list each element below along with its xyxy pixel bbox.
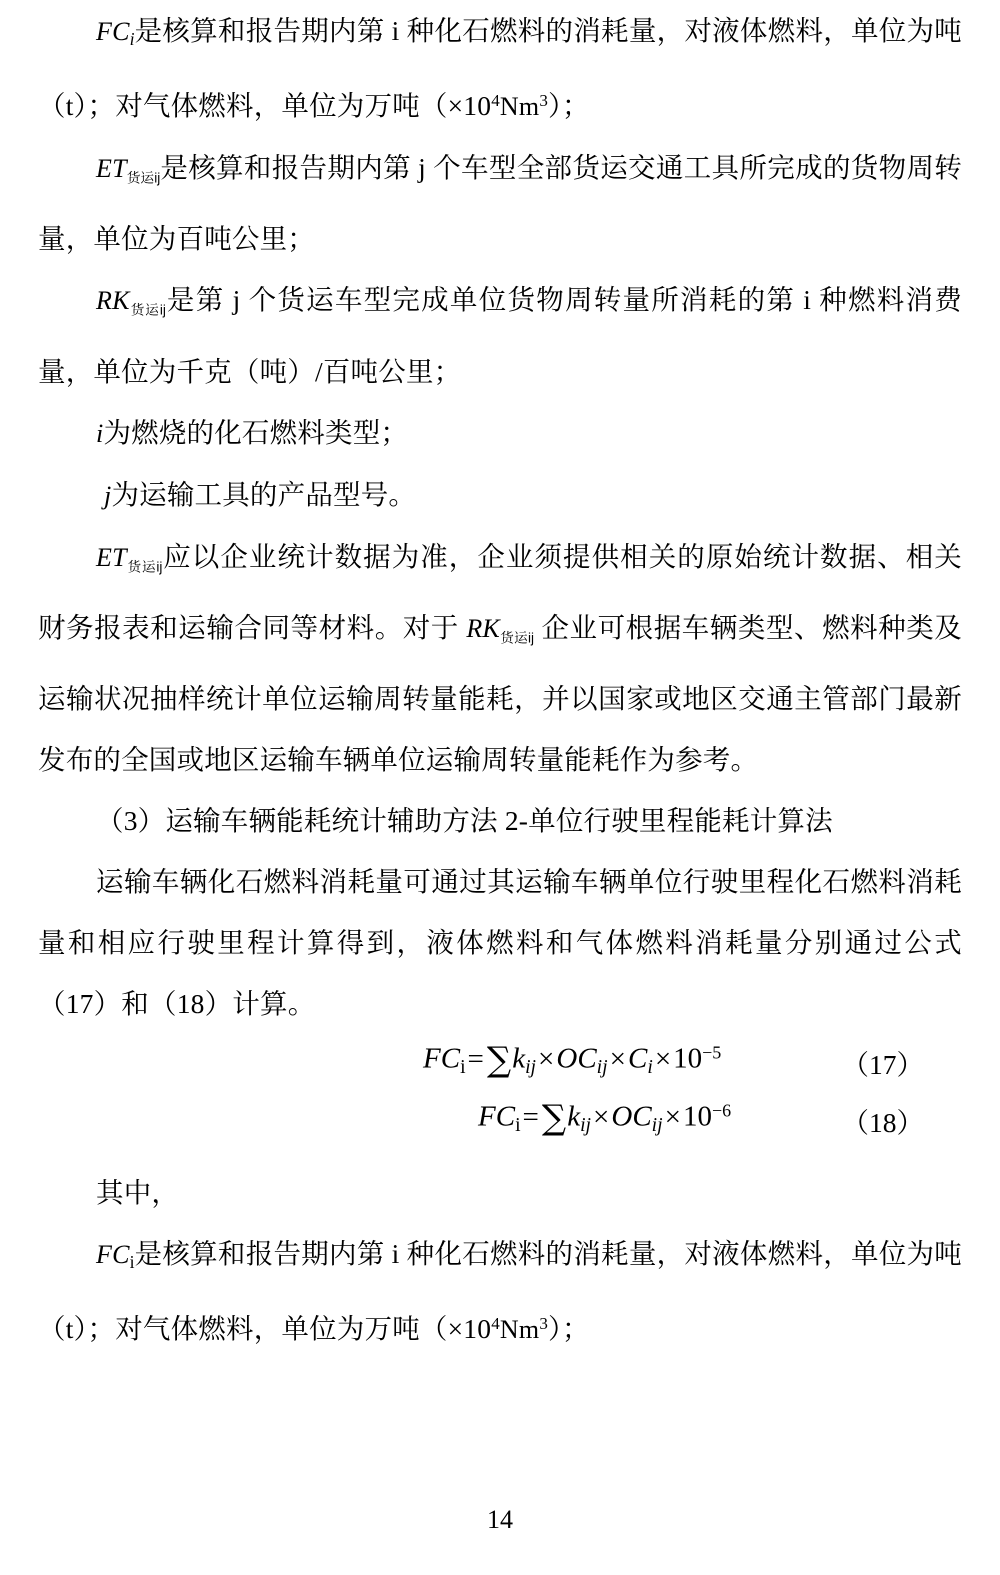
eq17-equals: = xyxy=(467,1043,484,1076)
eq18-term-2-base: OC xyxy=(611,1101,652,1134)
paragraph-4-text: 为燃烧的化石燃料类型； xyxy=(103,416,409,448)
math-symbol-fc: $FC_i$ xyxy=(96,17,135,49)
eq17-term-3-base: C xyxy=(627,1043,648,1076)
subscript-i: i xyxy=(129,1252,135,1273)
eq17-term-1-subscript: ij xyxy=(525,1056,537,1079)
subscript-huoyun-ij: 货运ij xyxy=(129,302,166,318)
eq17-term-3-subscript: i xyxy=(647,1056,653,1079)
eq17-times-3: × xyxy=(654,1043,672,1076)
eq18-lhs: FC xyxy=(478,1101,516,1134)
paragraph-et-freight-definition xyxy=(38,137,962,269)
eq17-times-1: × xyxy=(538,1043,555,1076)
eq18-term-1-base: k xyxy=(567,1101,581,1134)
equation-number-18: （18） xyxy=(841,1107,924,1139)
eq18-term-2-subscript: ij xyxy=(651,1114,663,1137)
eq17-term-2-subscript: ij xyxy=(596,1056,608,1079)
paragraph-10-text: 是核算和报告期内第 i 种化石燃料的消耗量，对液体燃料，单位为吨（t）；对气体燃料，单位为万吨（×10 xyxy=(38,1238,962,1345)
paragraph-j-definition xyxy=(38,464,962,526)
math-symbol-j: j xyxy=(104,480,112,510)
paragraph-1-text-end: ）； xyxy=(548,89,590,121)
math-symbol-i: i xyxy=(96,418,104,448)
eq18-factor-base: 10 xyxy=(682,1101,712,1134)
paragraph-5-text: 为运输工具的产品型号。 xyxy=(111,478,417,510)
superscript-3: 3 xyxy=(539,90,549,110)
eq17-factor-base: 10 xyxy=(673,1043,703,1076)
superscript-4: 4 xyxy=(491,90,500,110)
equation-row-17 xyxy=(38,1040,962,1098)
paragraph-where-label: 其中， xyxy=(96,1177,180,1209)
paragraph-fc-liquid-gas-definition xyxy=(38,0,962,137)
paragraph-fc-definition-repeat xyxy=(38,1223,962,1360)
paragraph-2-text: 是核算和报告期内第 j 个车型全部货运交通工具所完成的货物周转量，单位为百吨公里； xyxy=(38,151,962,255)
superscript-4: 4 xyxy=(491,1314,500,1334)
summation-icon: ∑ xyxy=(486,1040,512,1081)
paragraph-6-text-b: 企业可根据车辆类型、燃料种类及运输状况抽样统计单位运输周转量能耗，并以国家或地区交通主管部门最新发布的全国或地区运输车辆单位运输周转量能耗作为参考。 xyxy=(38,612,963,776)
unit-nm: Nm xyxy=(499,1315,540,1345)
equation-row-18 xyxy=(38,1098,962,1156)
eq18-lhs-subscript: i xyxy=(515,1114,521,1137)
eq17-lhs: FC xyxy=(423,1043,461,1076)
math-symbol-rk: $RK_{货运ij}$ xyxy=(466,614,535,646)
eq17-lhs-subscript: i xyxy=(460,1056,466,1079)
subscript-huoyun-ij: 货运ij xyxy=(126,559,163,575)
eq17-times-2: × xyxy=(609,1043,626,1076)
superscript-3: 3 xyxy=(539,1314,549,1334)
equation-18-body xyxy=(478,1098,731,1138)
unit-nm: Nm xyxy=(499,91,540,121)
eq17-factor-exponent: −5 xyxy=(702,1042,722,1063)
paragraph-et-data-source-guidance xyxy=(38,526,962,791)
section-heading-method-3: （3）运输车辆能耗统计辅助方法 2-单位行驶里程能耗计算法 xyxy=(96,805,833,837)
eq18-term-1-subscript: ij xyxy=(580,1114,592,1137)
paragraph-i-definition xyxy=(38,402,962,464)
eq18-times-2: × xyxy=(664,1101,681,1134)
paragraph-rk-freight-definition xyxy=(38,269,962,401)
eq17-term-1-base: k xyxy=(512,1043,526,1076)
eq18-equals: = xyxy=(522,1101,539,1134)
paragraph-3-text: 是第 j 个货运车型完成单位货物周转量所消耗的第 i 种燃料消费量，单位为千克（吨）/百吨公里； xyxy=(38,284,962,387)
paragraph-10-text-end: ）； xyxy=(548,1313,590,1345)
subscript-huoyun-ij: 货运ij xyxy=(499,630,535,646)
eq17-term-2-base: OC xyxy=(556,1043,597,1076)
equation-17-body xyxy=(423,1040,721,1080)
summation-icon: ∑ xyxy=(541,1098,567,1139)
subscript-i: i xyxy=(129,28,135,49)
paragraph-1-text: 是核算和报告期内第 i 种化石燃料的消耗量，对液体燃料，单位为吨（t）；对气体燃料，单位为万吨（×10 xyxy=(38,15,962,121)
paragraph-mileage-method-description: 运输车辆化石燃料消耗量可通过其运输车辆单位行驶里程化石燃料消耗量和相应行驶里程计算得到，液体燃料和气体燃料消耗量分别通过公式（17）和（18）计算。 xyxy=(38,866,962,1020)
page-number: 14 xyxy=(487,1505,513,1534)
eq18-times-1: × xyxy=(593,1101,610,1134)
math-symbol-rk: $RK_{货运ij}$ xyxy=(96,286,166,318)
math-symbol-et: $ET_{货运ij}$ xyxy=(96,542,163,575)
subscript-huoyun-ij: 货运ij xyxy=(126,170,161,186)
math-symbol-et: $ET_{货运ij}$ xyxy=(96,153,161,186)
eq18-factor-exponent: −6 xyxy=(711,1100,732,1121)
paragraph-6-text-a: 应以企业统计数据为准，企业须提供相关的原始统计数据、相关财务报表和运输合同等材料。对于 xyxy=(38,540,962,644)
equation-number-17: （17） xyxy=(841,1049,924,1081)
math-symbol-fc: $FC_i$ xyxy=(96,1240,135,1273)
